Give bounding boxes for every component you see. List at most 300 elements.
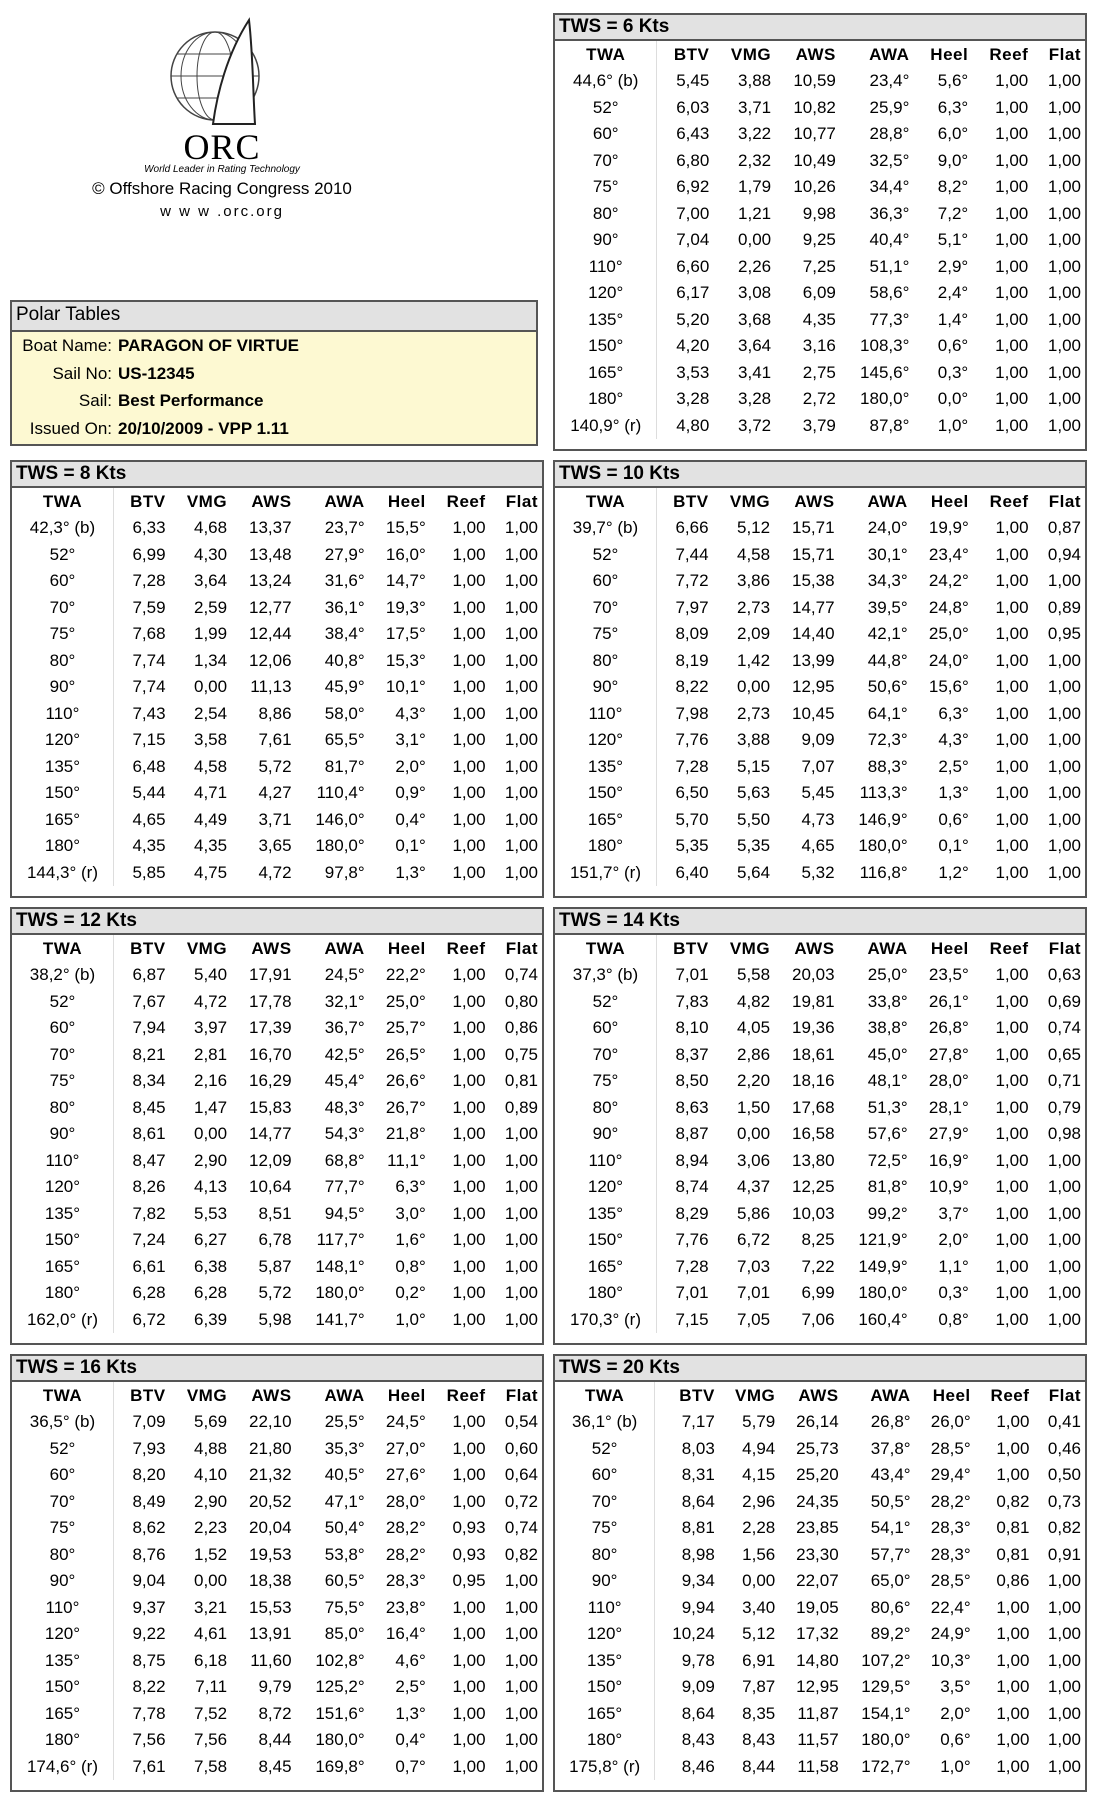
cell-heel: 25,7° — [385, 1018, 426, 1038]
cell-heel: 2,0° — [938, 1230, 969, 1250]
table-row — [555, 1542, 1085, 1569]
cell-twa: 52° — [592, 544, 619, 564]
cell-twa: 110° — [45, 1150, 80, 1170]
cell-twa: 135° — [587, 1650, 623, 1670]
cell-flat: 1,00 — [1047, 389, 1081, 409]
cell-heel: 24,8° — [928, 597, 969, 617]
cell-reef: 1,00 — [452, 862, 486, 882]
cell-aws: 5,72 — [258, 756, 292, 776]
polar-table-tws-20 — [553, 1354, 1087, 1792]
cell-heel: 0,6° — [937, 336, 969, 356]
table-row — [555, 780, 1085, 807]
cell-awa: 40,8° — [324, 650, 365, 670]
column-header-btv: BTV — [656, 935, 712, 962]
column-header-awa: AWA — [324, 938, 365, 958]
cell-flat: 1,00 — [1047, 97, 1081, 117]
cell-heel: 2,0° — [940, 1703, 971, 1723]
table-row — [555, 807, 1085, 834]
cell-vmg: 6,72 — [736, 1230, 771, 1250]
cell-twa: 180° — [44, 1283, 81, 1303]
cell-flat: 0,64 — [504, 1465, 538, 1485]
cell-reef: 1,00 — [995, 71, 1029, 91]
column-header-awa: AWA — [867, 938, 908, 958]
cell-aws: 10,03 — [792, 1203, 835, 1223]
cell-btv: 8,09 — [656, 621, 712, 648]
cell-heel: 2,0° — [395, 756, 426, 776]
cell-reef: 1,00 — [452, 1465, 486, 1485]
cell-btv: 8,63 — [656, 1095, 712, 1122]
cell-vmg: 5,12 — [736, 518, 771, 538]
cell-vmg: 4,61 — [193, 1624, 228, 1644]
column-header-aws: AWS — [794, 938, 835, 958]
cell-vmg: 3,40 — [742, 1597, 776, 1617]
column-header-twa: TWA — [585, 491, 626, 511]
cell-awa: 154,1° — [861, 1703, 911, 1723]
table-row — [555, 254, 1085, 281]
cell-awa: 57,6° — [867, 1124, 908, 1144]
cell-flat: 0,82 — [504, 1544, 538, 1564]
cell-flat: 1,00 — [504, 756, 538, 776]
cell-awa: 180,0° — [861, 1730, 911, 1750]
cell-awa: 24,5° — [324, 965, 365, 985]
table-row — [555, 1489, 1085, 1516]
info-title: Polar Tables — [12, 302, 536, 332]
table-row — [555, 280, 1085, 307]
cell-reef: 1,00 — [995, 150, 1029, 170]
cell-awa: 51,3° — [867, 1097, 908, 1117]
cell-vmg: 5,58 — [736, 965, 771, 985]
cell-twa: 90° — [49, 1571, 76, 1591]
polar-table-tws-12 — [10, 907, 544, 1345]
cell-vmg: 0,00 — [736, 1124, 771, 1144]
cell-reef: 1,00 — [995, 756, 1029, 776]
cell-btv: 8,94 — [656, 1148, 712, 1175]
cell-aws: 3,79 — [802, 415, 836, 435]
cell-heel: 1,3° — [938, 783, 969, 803]
cell-awa: 107,2° — [861, 1650, 911, 1670]
column-header-flat: Flat — [505, 491, 538, 511]
table-row — [555, 1568, 1085, 1595]
cell-twa: 180° — [587, 1283, 624, 1303]
table-row — [12, 1409, 542, 1436]
cell-reef: 1,00 — [995, 362, 1029, 382]
cell-reef: 1,00 — [995, 862, 1029, 882]
cell-awa: 172,7° — [861, 1756, 911, 1776]
cell-reef: 1,00 — [452, 677, 486, 697]
cell-flat: 1,00 — [1047, 836, 1081, 856]
table-row — [12, 674, 542, 701]
cell-flat: 0,95 — [1047, 624, 1081, 644]
info-label: Sail No: — [52, 363, 112, 383]
cell-reef: 1,00 — [452, 1097, 486, 1117]
column-header-flat: Flat — [1048, 44, 1081, 64]
cell-aws: 12,44 — [249, 624, 292, 644]
column-header-aws: AWS — [251, 938, 292, 958]
cell-heel: 23,5° — [928, 965, 969, 985]
cell-heel: 24,5° — [385, 1412, 426, 1432]
table-title: TWS = 14 Kts — [555, 909, 1085, 935]
cell-awa: 180,0° — [860, 389, 910, 409]
cell-btv: 7,04 — [657, 227, 713, 254]
cell-btv: 8,81 — [655, 1515, 719, 1542]
column-header-btv: BTV — [113, 488, 169, 515]
cell-btv: 7,76 — [656, 1227, 712, 1254]
cell-reef: 1,00 — [452, 624, 486, 644]
cell-flat: 0,72 — [504, 1491, 538, 1511]
cell-heel: 1,3° — [395, 1703, 426, 1723]
cell-aws: 4,73 — [801, 809, 835, 829]
cell-vmg: 5,86 — [736, 1203, 771, 1223]
table-row — [555, 1727, 1085, 1754]
cell-awa: 32,5° — [869, 150, 910, 170]
cell-twa: 165° — [587, 1256, 624, 1276]
cell-twa: 60° — [592, 571, 619, 591]
table-row — [12, 1542, 542, 1569]
table-row — [12, 1648, 542, 1675]
info-value: PARAGON OF VIRTUE — [118, 336, 300, 355]
cell-aws: 4,27 — [258, 783, 292, 803]
cell-heel: 16,9° — [928, 1150, 969, 1170]
cell-awa: 87,8° — [869, 415, 910, 435]
cell-heel: 27,8° — [928, 1044, 969, 1064]
cell-flat: 1,00 — [504, 544, 538, 564]
cell-btv: 8,64 — [655, 1489, 719, 1516]
table-row — [12, 1042, 542, 1069]
cell-vmg: 3,21 — [193, 1597, 228, 1617]
cell-btv: 9,78 — [655, 1648, 719, 1675]
table-row — [555, 1701, 1085, 1728]
cell-aws: 12,25 — [792, 1177, 835, 1197]
cell-vmg: 3,08 — [738, 283, 772, 303]
cell-heel: 6,3° — [937, 97, 969, 117]
table-row — [555, 962, 1085, 989]
table-row — [555, 333, 1085, 360]
cell-vmg: 6,28 — [193, 1283, 228, 1303]
cell-aws: 14,77 — [249, 1124, 292, 1144]
cell-aws: 7,22 — [801, 1256, 835, 1276]
cell-twa: 70° — [49, 1044, 76, 1064]
cell-btv: 7,74 — [113, 648, 169, 675]
cell-reef: 1,00 — [452, 965, 486, 985]
cell-heel: 15,3° — [385, 650, 426, 670]
column-header-vmg: VMG — [186, 491, 228, 511]
table-row — [555, 68, 1085, 95]
cell-flat: 0,89 — [504, 1097, 538, 1117]
cell-btv: 8,50 — [656, 1068, 712, 1095]
table-row — [555, 227, 1085, 254]
cell-btv: 8,31 — [655, 1462, 719, 1489]
table-row — [12, 1754, 542, 1781]
cell-twa: 140,9° (r) — [570, 415, 642, 435]
cell-vmg: 5,40 — [193, 965, 228, 985]
cell-heel: 15,6° — [928, 677, 969, 697]
cell-flat: 1,00 — [504, 571, 538, 591]
column-header-vmg: VMG — [186, 938, 228, 958]
header-row — [12, 935, 542, 962]
cell-aws: 19,05 — [796, 1597, 839, 1617]
cell-twa: 150° — [44, 1677, 81, 1697]
cell-reef: 1,00 — [452, 1703, 486, 1723]
cell-vmg: 4,94 — [742, 1438, 776, 1458]
table-row — [12, 648, 542, 675]
polar-table — [555, 488, 1085, 886]
cell-aws: 17,39 — [249, 1018, 292, 1038]
cell-twa: 180° — [44, 836, 81, 856]
cell-aws: 5,72 — [258, 1283, 292, 1303]
cell-flat: 1,00 — [504, 730, 538, 750]
table-row — [555, 1280, 1085, 1307]
cell-reef: 0,81 — [996, 1544, 1030, 1564]
table-row — [12, 1174, 542, 1201]
cell-twa: 165° — [588, 362, 624, 382]
cell-reef: 1,00 — [995, 1071, 1029, 1091]
cell-vmg: 4,71 — [193, 783, 228, 803]
cell-flat: 1,00 — [1047, 256, 1081, 276]
cell-btv: 6,50 — [656, 780, 712, 807]
table-row — [555, 1068, 1085, 1095]
cell-twa: 60° — [49, 571, 76, 591]
cell-awa: 141,7° — [315, 1309, 365, 1329]
cell-btv: 7,24 — [113, 1227, 169, 1254]
cell-reef: 1,00 — [995, 1018, 1029, 1038]
cell-reef: 1,00 — [996, 1756, 1030, 1776]
cell-reef: 1,00 — [452, 518, 486, 538]
cell-heel: 6,0° — [937, 124, 969, 144]
cell-flat: 1,00 — [1047, 309, 1081, 329]
column-header-reef: Reef — [446, 938, 486, 958]
cell-aws: 18,61 — [792, 1044, 835, 1064]
cell-heel: 28,2° — [385, 1544, 426, 1564]
table-row — [555, 621, 1085, 648]
boat-info-box — [10, 300, 538, 446]
cell-btv: 7,43 — [113, 701, 169, 728]
cell-vmg: 2,54 — [193, 703, 228, 723]
cell-reef: 1,00 — [995, 809, 1029, 829]
cell-reef: 1,00 — [452, 1018, 486, 1038]
cell-awa: 32,1° — [324, 991, 365, 1011]
cell-vmg: 1,79 — [738, 177, 772, 197]
cell-btv: 6,99 — [113, 542, 169, 569]
cell-aws: 5,32 — [801, 862, 835, 882]
cell-flat: 1,00 — [1047, 1177, 1081, 1197]
cell-twa: 110° — [588, 1150, 623, 1170]
cell-awa: 72,3° — [867, 730, 908, 750]
cell-aws: 26,14 — [796, 1412, 839, 1432]
cell-reef: 1,00 — [452, 1283, 486, 1303]
cell-flat: 1,00 — [1047, 362, 1081, 382]
cell-flat: 0,98 — [1047, 1124, 1081, 1144]
cell-reef: 1,00 — [452, 730, 486, 750]
cell-aws: 12,95 — [796, 1677, 839, 1697]
polar-table-tws-6 — [553, 13, 1087, 451]
cell-twa: 80° — [591, 1544, 618, 1564]
cell-twa: 70° — [49, 597, 76, 617]
cell-heel: 22,4° — [930, 1597, 971, 1617]
cell-twa: 110° — [587, 1597, 622, 1617]
cell-aws: 10,64 — [249, 1177, 292, 1197]
cell-awa: 116,8° — [859, 862, 908, 882]
column-header-vmg: VMG — [186, 1385, 228, 1405]
cell-vmg: 4,72 — [193, 991, 228, 1011]
table-row — [555, 754, 1085, 781]
cell-heel: 1,0° — [395, 1309, 426, 1329]
table-row — [12, 1254, 542, 1281]
cell-flat: 1,00 — [1047, 177, 1081, 197]
cell-reef: 1,00 — [996, 1703, 1030, 1723]
cell-flat: 1,00 — [1047, 415, 1081, 435]
cell-heel: 15,5° — [385, 518, 426, 538]
cell-aws: 13,24 — [249, 571, 292, 591]
cell-reef: 1,00 — [452, 809, 486, 829]
cell-flat: 1,00 — [1047, 1677, 1081, 1697]
column-header-awa: AWA — [324, 1385, 365, 1405]
cell-reef: 1,00 — [452, 650, 486, 670]
cell-flat: 1,00 — [1047, 336, 1081, 356]
cell-vmg: 3,68 — [738, 309, 772, 329]
cell-twa: 165° — [44, 1256, 81, 1276]
cell-vmg: 3,41 — [738, 362, 772, 382]
cell-vmg: 1,52 — [193, 1544, 228, 1564]
cell-btv: 4,80 — [657, 413, 713, 440]
table-row — [555, 1462, 1085, 1489]
cell-awa: 180,0° — [315, 1730, 365, 1750]
cell-reef: 1,00 — [995, 624, 1029, 644]
cell-reef: 1,00 — [995, 1097, 1029, 1117]
cell-aws: 16,70 — [249, 1044, 292, 1064]
cell-heel: 0,1° — [395, 836, 426, 856]
cell-flat: 0,87 — [1047, 518, 1081, 538]
cell-btv: 3,28 — [657, 386, 713, 413]
cell-btv: 7,94 — [113, 1015, 169, 1042]
cell-aws: 12,09 — [249, 1150, 292, 1170]
table-row — [12, 1462, 542, 1489]
cell-heel: 0,4° — [395, 1730, 426, 1750]
cell-heel: 0,4° — [395, 809, 426, 829]
cell-awa: 43,4° — [870, 1465, 911, 1485]
cell-flat: 1,00 — [1047, 809, 1081, 829]
table-row — [555, 595, 1085, 622]
cell-vmg: 5,69 — [193, 1412, 228, 1432]
cell-btv: 8,20 — [113, 1462, 169, 1489]
cell-vmg: 1,21 — [738, 203, 772, 223]
cell-awa: 25,0° — [867, 965, 908, 985]
cell-awa: 72,5° — [867, 1150, 908, 1170]
cell-btv: 7,28 — [656, 754, 712, 781]
cell-vmg: 5,63 — [736, 783, 771, 803]
column-header-aws: AWS — [795, 44, 836, 64]
cell-awa: 44,8° — [867, 650, 908, 670]
cell-twa: 165° — [44, 1703, 81, 1723]
orc-globe-sail-icon — [157, 14, 287, 134]
cell-aws: 16,58 — [792, 1124, 835, 1144]
cell-awa: 117,7° — [316, 1230, 365, 1250]
table-row — [555, 1174, 1085, 1201]
cell-awa: 39,5° — [867, 597, 908, 617]
cell-reef: 1,00 — [996, 1624, 1030, 1644]
cell-awa: 48,1° — [867, 1071, 908, 1091]
cell-heel: 7,2° — [937, 203, 969, 223]
column-header-vmg: VMG — [729, 491, 771, 511]
cell-reef: 1,00 — [995, 1230, 1029, 1250]
cell-btv: 7,72 — [656, 568, 712, 595]
cell-btv: 7,44 — [656, 542, 712, 569]
cell-flat: 0,89 — [1047, 597, 1081, 617]
cell-reef: 1,00 — [995, 283, 1029, 303]
cell-reef: 1,00 — [452, 1597, 486, 1617]
cell-twa: 75° — [49, 624, 76, 644]
cell-aws: 14,40 — [792, 624, 835, 644]
cell-twa: 80° — [49, 1097, 76, 1117]
cell-reef: 1,00 — [995, 836, 1029, 856]
cell-heel: 10,3° — [930, 1650, 971, 1670]
cell-btv: 7,93 — [113, 1436, 169, 1463]
table-row — [12, 1148, 542, 1175]
cell-twa: 37,3° (b) — [572, 965, 639, 985]
cell-vmg: 4,58 — [736, 544, 771, 564]
cell-btv: 8,29 — [656, 1201, 712, 1228]
cell-vmg: 4,68 — [193, 518, 228, 538]
cell-aws: 15,71 — [792, 518, 835, 538]
info-value: Best Performance — [118, 391, 264, 410]
cell-aws: 23,85 — [796, 1518, 839, 1538]
cell-btv: 3,53 — [657, 360, 713, 387]
cell-reef: 1,00 — [995, 203, 1029, 223]
cell-awa: 45,0° — [867, 1044, 908, 1064]
logo-tagline: World Leader in Rating Technology — [144, 164, 300, 175]
cell-aws: 14,77 — [792, 597, 835, 617]
cell-vmg: 3,28 — [738, 389, 772, 409]
cell-btv: 8,19 — [656, 648, 712, 675]
cell-vmg: 0,00 — [193, 1124, 228, 1144]
table-row — [12, 1621, 542, 1648]
cell-twa: 70° — [592, 597, 619, 617]
table-row — [555, 542, 1085, 569]
cell-heel: 1,0° — [937, 415, 969, 435]
cell-awa: 36,7° — [324, 1018, 365, 1038]
cell-reef: 0,93 — [452, 1544, 486, 1564]
cell-reef: 1,00 — [452, 597, 486, 617]
cell-awa: 97,8° — [324, 862, 365, 882]
table-row — [555, 1042, 1085, 1069]
cell-btv: 5,45 — [657, 68, 713, 95]
cell-btv: 7,74 — [113, 674, 169, 701]
cell-reef: 1,00 — [995, 389, 1029, 409]
cell-twa: 90° — [592, 230, 619, 250]
cell-vmg: 6,18 — [193, 1650, 228, 1670]
cell-reef: 1,00 — [995, 783, 1029, 803]
cell-awa: 25,5° — [324, 1412, 365, 1432]
polar-table — [12, 488, 542, 886]
cell-reef: 1,00 — [452, 571, 486, 591]
cell-btv: 4,35 — [113, 833, 169, 860]
cell-twa: 151,7° (r) — [569, 862, 641, 882]
table-row — [12, 1727, 542, 1754]
cell-heel: 11,1° — [387, 1150, 426, 1170]
column-header-reef: Reef — [989, 44, 1029, 64]
logo-text: ORC — [183, 127, 261, 167]
cell-btv: 8,62 — [113, 1515, 169, 1542]
cell-twa: 90° — [592, 1124, 619, 1144]
info-row-sail-no — [12, 360, 536, 388]
table-row — [12, 542, 542, 569]
cell-awa: 60,5° — [324, 1571, 365, 1591]
table-row — [555, 201, 1085, 228]
cell-vmg: 5,35 — [736, 836, 771, 856]
cell-flat: 0,74 — [504, 1518, 538, 1538]
cell-flat: 1,00 — [1047, 783, 1081, 803]
header-row — [555, 935, 1085, 962]
cell-awa: 25,9° — [869, 97, 910, 117]
